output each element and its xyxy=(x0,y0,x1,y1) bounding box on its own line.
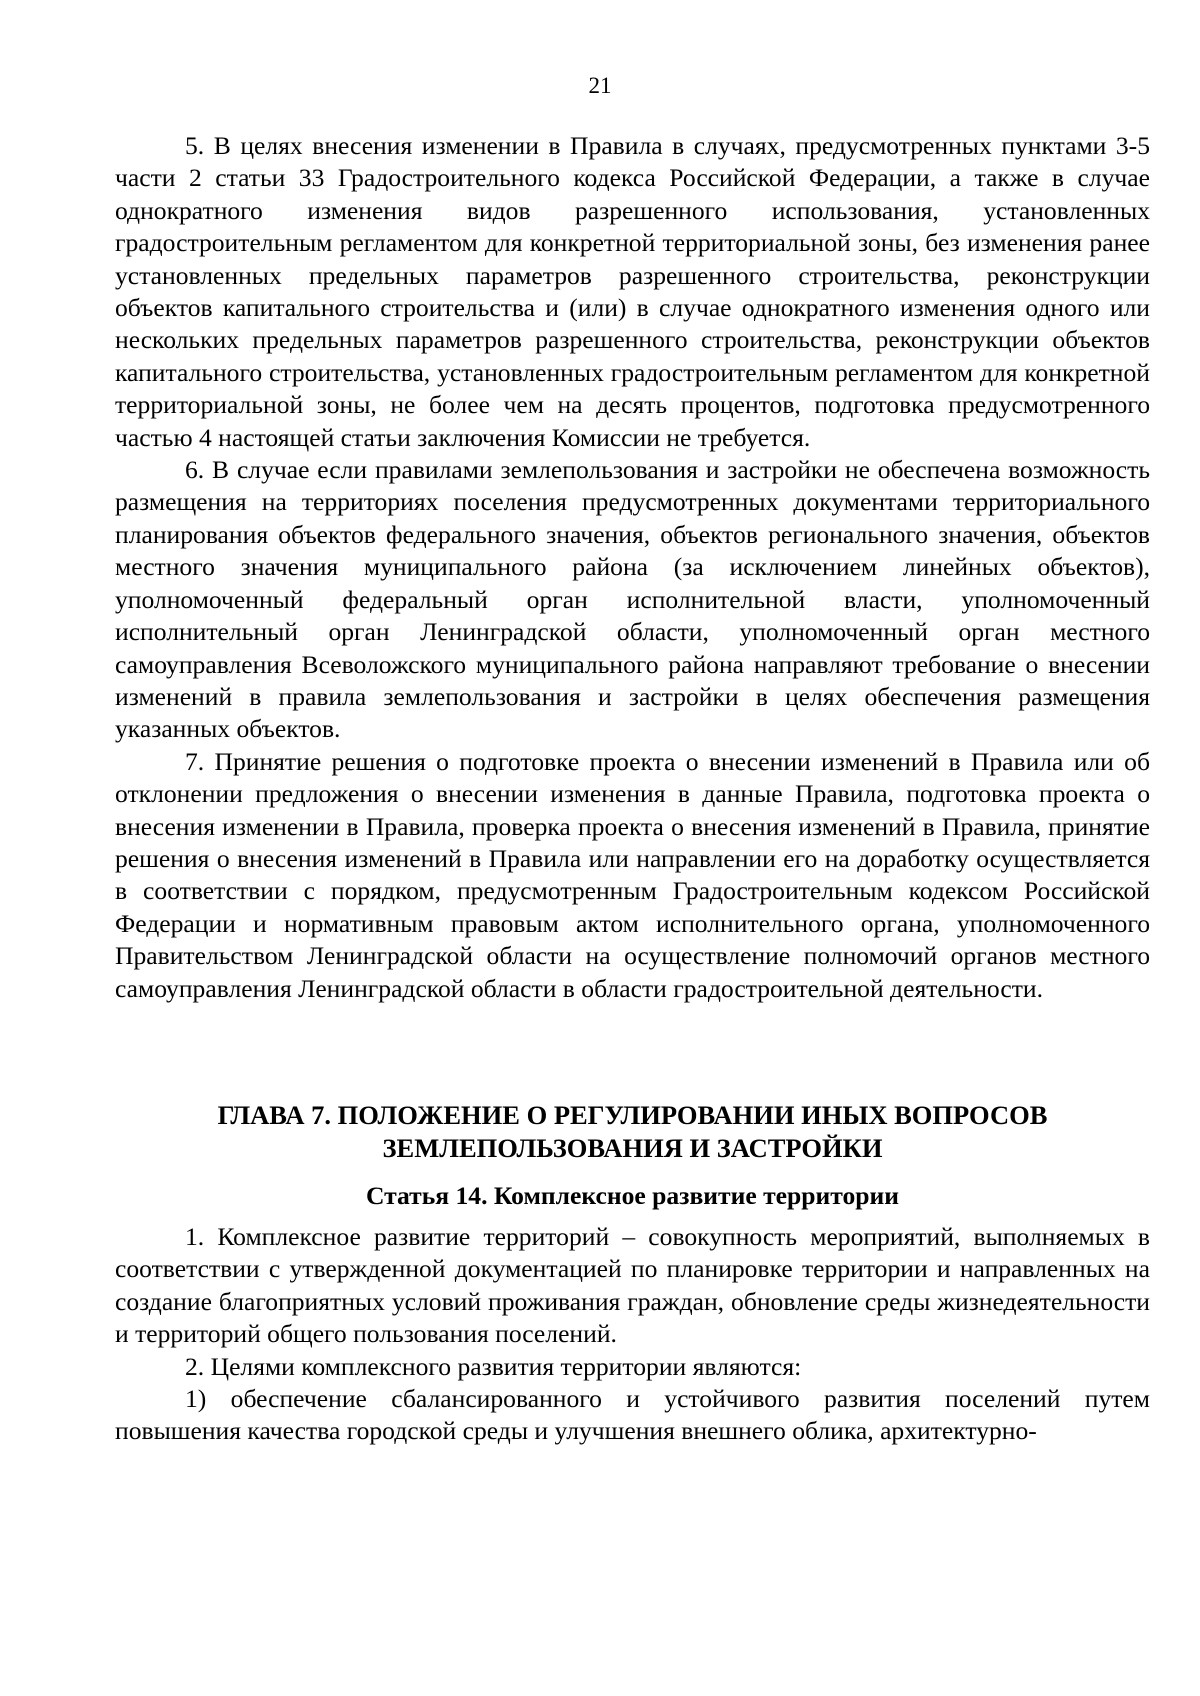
chapter-heading-line-2: ЗЕМЛЕПОЛЬЗОВАНИЯ И ЗАСТРОЙКИ xyxy=(382,1132,883,1163)
article-paragraph-1: 1. Комплексное развитие территорий – совокупность мероприятий, выполняемых в соответствии с утвержденной документацией по планировке территории и направленных на создание благоприятных условий проживания граждан, обновление среды жизнедеятельности и территорий общего пользования поселений. xyxy=(115,1221,1150,1349)
article-heading: Статья 14. Комплексное развитие территории xyxy=(365,1180,900,1210)
paragraph-5: 5. В целях внесения изменении в Правила в случаях, предусмотренных пунктами 3-5 части 2 статьи 33 Градостроительного кодекса Российской Федерации, а также в случае однократного изменения видов разрешенного использования, установленных градостроительным регламентом для конкретной территориальной зоны, без изменения ранее установленных предельных параметров разрешенного строительства, реконструкции объектов капитального строительства и (или) в случае однократного изменения одного или нескольких предельных параметров разрешенного строительства, реконструкции объектов капитального строительства, установленных градостроительным регламентом для конкретной территориальной зоны, не более чем на десять процентов, подготовка предусмотренного частью 4 настоящей статьи заключения Комиссии не требуется. xyxy=(115,131,1150,452)
paragraph-7: 7. Принятие решения о подготовке проекта о внесении изменений в Правила или об отклонении предложения о внесении изменения в данные Правила, подготовка проекта о внесения изменении в Правила, проверка проекта о внесения изменений в Правила, принятие решения о внесения изменений в Правила или направлении его на доработку осуществляется в соответствии с порядком, предусмотренным Градостроительным кодексом Российской Федерации и нормативным правовым актом исполнительного органа, уполномоченного Правительством Ленинградской области на осуществление полномочий органов местного самоуправления Ленинградской области в области градостроительной деятельности. xyxy=(115,746,1150,1003)
article-list-item-1: 1) обеспечение сбалансированного и устойчивого развития поселений путем повышения качества городской среды и улучшения внешнего облика, архитектурно- xyxy=(115,1384,1150,1446)
page-number: 21 xyxy=(588,73,612,98)
document-body xyxy=(115,130,1150,1448)
chapter-heading-line-1: ГЛАВА 7. ПОЛОЖЕНИЕ О РЕГУЛИРОВАНИИ ИНЫХ ВОПРОСОВ xyxy=(217,1099,1048,1130)
paragraph-6: 6. В случае если правилами землепользования и застройки не обеспечена возможность размещения на территориях поселения предусмотренных документами территориального планирования объектов федерального значения, объектов регионального значения, объектов местного значения муниципального района (за исключением линейных объектов), уполномоченный федеральный орган исполнительной власти, уполномоченный исполнительный орган Ленинградской области, уполномоченный орган местного самоуправления Всеволожского муниципального района направляют требование о внесении изменений в правила землепользования и застройки в целях обеспечения размещения указанных объектов. xyxy=(115,455,1150,744)
chapter-heading xyxy=(115,1099,1150,1165)
article-paragraph-2: 2. Целями комплексного развития территории являются: xyxy=(185,1351,802,1381)
heading-spacer xyxy=(115,1212,1150,1221)
